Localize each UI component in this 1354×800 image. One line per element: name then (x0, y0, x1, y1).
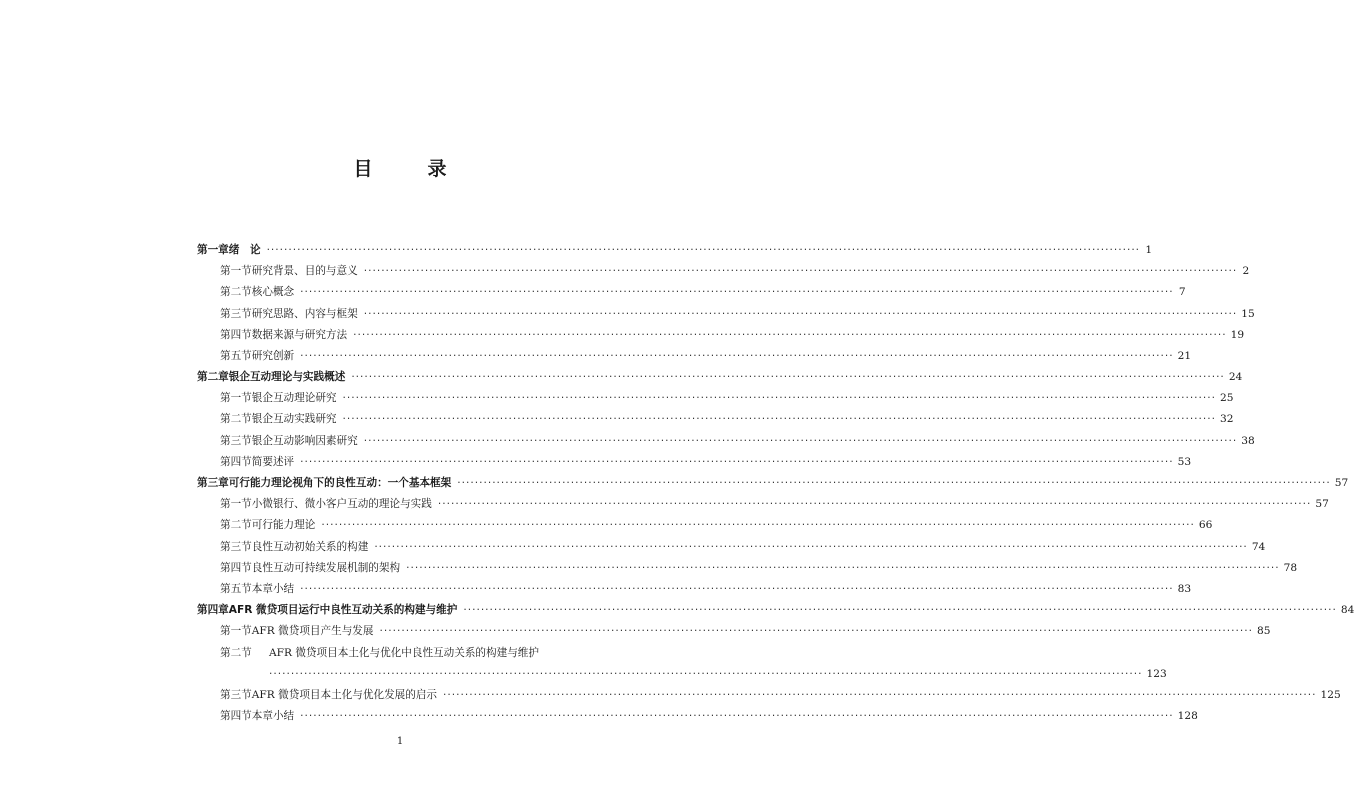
page-number: 1 (396, 736, 404, 747)
toc-section-entry (197, 410, 1234, 431)
entry-page-number: 7 (1178, 286, 1186, 299)
dot-leader: ········································································································································································································ (374, 540, 1248, 553)
dot-leader: ········································································································································································································ (457, 477, 1331, 490)
toc-section-entry (197, 558, 1298, 579)
toc-chapter-entry (197, 240, 1153, 261)
entry-title: 可行能力理论视角下的良性互动：一个基本框架 (228, 477, 452, 490)
toc-section-entry (197, 261, 1250, 282)
dot-leader: ········································································································································································································ (300, 455, 1174, 468)
entry-label: 第三节 (220, 540, 252, 553)
entry-page-number: 123 (1146, 667, 1167, 680)
toc-section-entry (197, 282, 1186, 303)
entry-title: 银企互动实践研究 (251, 413, 337, 426)
entry-page-number: 53 (1177, 455, 1192, 468)
toc-section-entry (197, 706, 1198, 727)
entry-title: AFR 微贷项目产生与发展 (251, 625, 374, 638)
entry-label: 第二节 (220, 286, 252, 299)
dot-leader: ········································································································································································································ (269, 667, 1143, 680)
entry-title: 研究思路、内容与框架 (251, 307, 358, 320)
entry-page-number: 85 (1256, 625, 1271, 638)
entry-label: 第一节 (220, 498, 252, 511)
entry-title: 小微银行、微小客户互动的理论与实践 (251, 498, 432, 511)
toc-section-entry (197, 643, 1167, 685)
dot-leader: ········································································································································································································ (406, 561, 1280, 574)
entry-title: 良性互动初始关系的构建 (251, 540, 369, 553)
toc-section-entry (197, 346, 1192, 367)
entry-label: 第四节 (220, 328, 252, 341)
dot-leader: ········································································································································································································ (300, 349, 1174, 362)
entry-page-number: 66 (1198, 519, 1213, 532)
entry-label: 第一节 (220, 625, 252, 638)
dot-leader: ········································································································································································································ (443, 688, 1317, 701)
entry-title: 本章小结 (251, 710, 295, 723)
toc-section-entry (197, 452, 1192, 473)
entry-page-number: 1 (1145, 243, 1153, 256)
toc-section-entry (197, 388, 1234, 409)
entry-page-number: 78 (1283, 561, 1298, 574)
entry-title: 银企互动影响因素研究 (251, 434, 358, 447)
dot-leader: ········································································································································································································ (300, 710, 1174, 723)
entry-page-number: 24 (1228, 371, 1243, 384)
entry-page-number: 83 (1177, 582, 1192, 595)
entry-title: 良性互动可持续发展机制的架构 (251, 561, 401, 574)
dot-leader: ········································································································································································································ (342, 392, 1217, 405)
entry-label: 第五节 (220, 582, 252, 595)
entry-title: 简要述评 (251, 455, 295, 468)
entry-page-number: 125 (1320, 688, 1341, 701)
dot-leader: ········································································································································································································ (321, 519, 1195, 532)
entry-page-number: 25 (1220, 392, 1234, 405)
entry-label: 第四节 (220, 455, 252, 468)
table-of-contents (197, 240, 1354, 727)
toc-section-entry (197, 431, 1255, 452)
entry-label: 第一节 (220, 265, 252, 278)
entry-page-number: 84 (1340, 604, 1354, 617)
entry-label: 第一节 (220, 392, 252, 405)
entry-page-number: 21 (1177, 349, 1192, 362)
dot-leader: ········································································································································································································ (463, 604, 1337, 617)
toc-section-entry (197, 325, 1245, 346)
toc-section-entry (197, 515, 1213, 536)
entry-title: 可行能力理论 (251, 519, 316, 532)
entry-page-number: 19 (1230, 328, 1245, 341)
dot-leader: ········································································································································································································ (342, 413, 1217, 426)
entry-label: 第一章 (197, 243, 229, 256)
toc-section-entry (197, 494, 1329, 515)
entry-page-number: 2 (1242, 265, 1250, 278)
dot-leader: ········································································································································································································ (379, 625, 1253, 638)
entry-label: 第二节 (220, 413, 252, 426)
entry-page-number: 32 (1220, 413, 1234, 426)
entry-label: 第二章 (197, 371, 229, 384)
dot-leader: ········································································································································································································ (363, 265, 1238, 278)
page-title: 目 录 (353, 158, 465, 180)
toc-section-entry (197, 537, 1266, 558)
dot-leader: ········································································································································································································ (437, 498, 1312, 511)
entry-title: 研究创新 (251, 349, 295, 362)
entry-title: 银企互动理论研究 (251, 392, 337, 405)
entry-title: 银企互动理论与实践概述 (228, 371, 346, 384)
toc-chapter-entry (197, 600, 1354, 621)
dot-leader: ········································································································································································································ (266, 243, 1141, 256)
entry-title: 研究背景、目的与意义 (251, 265, 358, 278)
dot-leader: ········································································································································································································ (300, 286, 1174, 299)
entry-label: 第三节 (220, 307, 252, 320)
entry-label: 第四节 (220, 561, 252, 574)
entry-label: 第五节 (220, 349, 252, 362)
entry-label: 第三节 (220, 688, 252, 701)
entry-title: 本章小结 (251, 582, 295, 595)
dot-leader: ········································································································································································································ (363, 307, 1238, 320)
entry-label: 第二节 (220, 519, 252, 532)
entry-title: AFR 微贷项目本土化与优化中良性互动关系的构建与维护 (269, 646, 539, 659)
toc-chapter-entry (197, 367, 1243, 388)
entry-label: 第三章 (197, 477, 229, 490)
toc-section-entry (197, 621, 1271, 642)
entry-page-number: 38 (1241, 434, 1255, 447)
entry-title: AFR 微贷项目运行中良性互动关系的构建与维护 (228, 604, 458, 617)
entry-page-number: 128 (1177, 710, 1198, 723)
dot-leader: ········································································································································································································ (300, 582, 1174, 595)
dot-leader: ········································································································································································································ (353, 328, 1227, 341)
entry-title: AFR 微贷项目本土化与优化发展的启示 (251, 688, 438, 701)
entry-title: 数据来源与研究方法 (251, 328, 348, 341)
entry-page-number: 57 (1315, 498, 1329, 511)
entry-page-number: 57 (1334, 477, 1349, 490)
entry-title: 绪 论 (228, 243, 261, 256)
dot-leader: ········································································································································································································ (363, 434, 1238, 447)
entry-label: 第三节 (220, 434, 252, 447)
toc-section-entry (197, 579, 1192, 600)
entry-label: 第四节 (220, 710, 252, 723)
entry-title: 核心概念 (251, 286, 295, 299)
entry-label: 第四章 (197, 604, 229, 617)
entry-label: 第二节 (220, 646, 252, 659)
toc-chapter-entry (197, 473, 1349, 494)
entry-page-number: 74 (1251, 540, 1266, 553)
dot-leader: ········································································································································································································ (351, 371, 1225, 384)
toc-section-entry (197, 304, 1255, 325)
entry-page-number: 15 (1241, 307, 1255, 320)
toc-section-entry (197, 685, 1341, 706)
